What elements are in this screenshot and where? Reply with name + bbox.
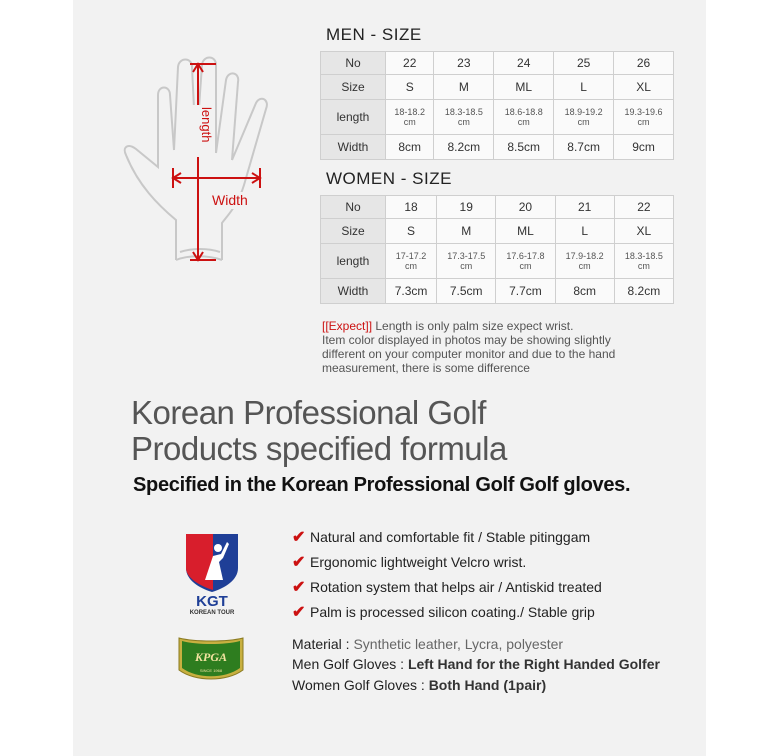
table-cell: XL [614, 219, 673, 244]
material-line: Material : Synthetic leather, Lycra, polyester [292, 636, 564, 652]
note-line: measurement, there is some difference [322, 361, 530, 375]
checkmark-icon: ✔ [292, 604, 306, 621]
expect-tag: [[Expect]] [322, 319, 373, 333]
table-cell: 18.3-18.5 cm [614, 244, 673, 279]
table-cell: 20 [496, 196, 555, 219]
kpga-logo-text: KPGA [194, 650, 228, 664]
table-cell: 8.7cm [554, 135, 614, 160]
table-row [321, 279, 674, 304]
men-gloves-line: Men Golf Gloves : Left Hand for the Right Handed Golfer [292, 656, 660, 672]
row-label: Size [321, 75, 386, 100]
table-cell: XL [614, 75, 674, 100]
table-cell: L [554, 75, 614, 100]
table-cell: S [386, 75, 434, 100]
table-cell: 18.6-18.8 cm [494, 100, 554, 135]
table-cell: 8cm [555, 279, 614, 304]
note-line: Item color displayed in photos may be showing slightly [322, 333, 611, 347]
table-cell: L [555, 219, 614, 244]
table-cell: 19.3-19.6 cm [614, 100, 674, 135]
row-label: No [321, 196, 386, 219]
table-cell: 18.9-19.2 cm [554, 100, 614, 135]
table-row [321, 244, 674, 279]
table-cell: 26 [614, 52, 674, 75]
table-cell: 23 [434, 52, 494, 75]
table-cell: 8.2cm [614, 279, 673, 304]
row-label: length [321, 100, 386, 135]
feature-item: ✔ Palm is processed silicon coating./ Stable grip [292, 604, 595, 621]
women-gloves-line: Women Golf Gloves : Both Hand (1pair) [292, 677, 547, 693]
table-cell: 24 [494, 52, 554, 75]
men-size-table [320, 51, 674, 160]
row-label: length [321, 244, 386, 279]
table-cell: 21 [555, 196, 614, 219]
feature-item: ✔ Natural and comfortable fit / Stable pitinggam [292, 529, 591, 546]
women-size-title: WOMEN - SIZE [326, 169, 452, 188]
subheadline: Specified in the Korean Professional Golf Golf gloves. [133, 474, 631, 496]
table-cell: 9cm [614, 135, 674, 160]
table-cell: 25 [554, 52, 614, 75]
table-row [321, 219, 674, 244]
table-cell: ML [494, 75, 554, 100]
row-label: Width [321, 135, 386, 160]
table-row [321, 135, 674, 160]
table-cell: 17-17.2 cm [386, 244, 437, 279]
men-size-title: MEN - SIZE [326, 25, 422, 44]
kgt-logo-subtext: KOREAN TOUR [189, 610, 235, 616]
table-cell: 8.2cm [434, 135, 494, 160]
table-row [321, 196, 674, 219]
table-cell: 8cm [386, 135, 434, 160]
table-cell: 17.9-18.2 cm [555, 244, 614, 279]
disclaimer-note [322, 319, 682, 375]
headline-line-2: Products specified formula [131, 430, 507, 467]
kpga-logo [175, 630, 247, 688]
row-label: No [321, 52, 386, 75]
feature-item: ✔ Rotation system that helps air / Antiskid treated [292, 579, 602, 596]
table-cell: 19 [437, 196, 496, 219]
table-row [321, 52, 674, 75]
kgt-logo [183, 532, 241, 616]
table-cell: 22 [386, 52, 434, 75]
checkmark-icon: ✔ [292, 529, 306, 546]
table-cell: 18-18.2 cm [386, 100, 434, 135]
table-cell: S [386, 219, 437, 244]
note-line: different on your computer monitor and due to the hand [322, 347, 616, 361]
table-cell: 18 [386, 196, 437, 219]
table-cell: 18.3-18.5 cm [434, 100, 494, 135]
length-label: length [199, 107, 214, 143]
width-label: Width [212, 192, 248, 208]
table-cell: 17.6-17.8 cm [496, 244, 555, 279]
checkmark-icon: ✔ [292, 554, 306, 571]
hand-diagram [118, 55, 278, 270]
feature-item: ✔ Ergonomic lightweight Velcro wrist. [292, 554, 527, 571]
table-cell: 17.3-17.5 cm [437, 244, 496, 279]
table-row [321, 100, 674, 135]
kpga-logo-subtext: SINCE 1968 [199, 668, 223, 673]
table-cell: M [434, 75, 494, 100]
checkmark-icon: ✔ [292, 579, 306, 596]
table-row [321, 75, 674, 100]
kgt-logo-text: KGT [196, 593, 228, 610]
table-cell: ML [496, 219, 555, 244]
headline-line-1: Korean Professional Golf [131, 394, 486, 431]
table-cell: M [437, 219, 496, 244]
table-cell: 7.3cm [386, 279, 437, 304]
table-cell: 7.5cm [437, 279, 496, 304]
row-label: Width [321, 279, 386, 304]
row-label: Size [321, 219, 386, 244]
table-cell: 8.5cm [494, 135, 554, 160]
note-line: Length is only palm size expect wrist. [372, 319, 574, 333]
table-cell: 22 [614, 196, 673, 219]
women-size-table [320, 195, 674, 304]
table-cell: 7.7cm [496, 279, 555, 304]
